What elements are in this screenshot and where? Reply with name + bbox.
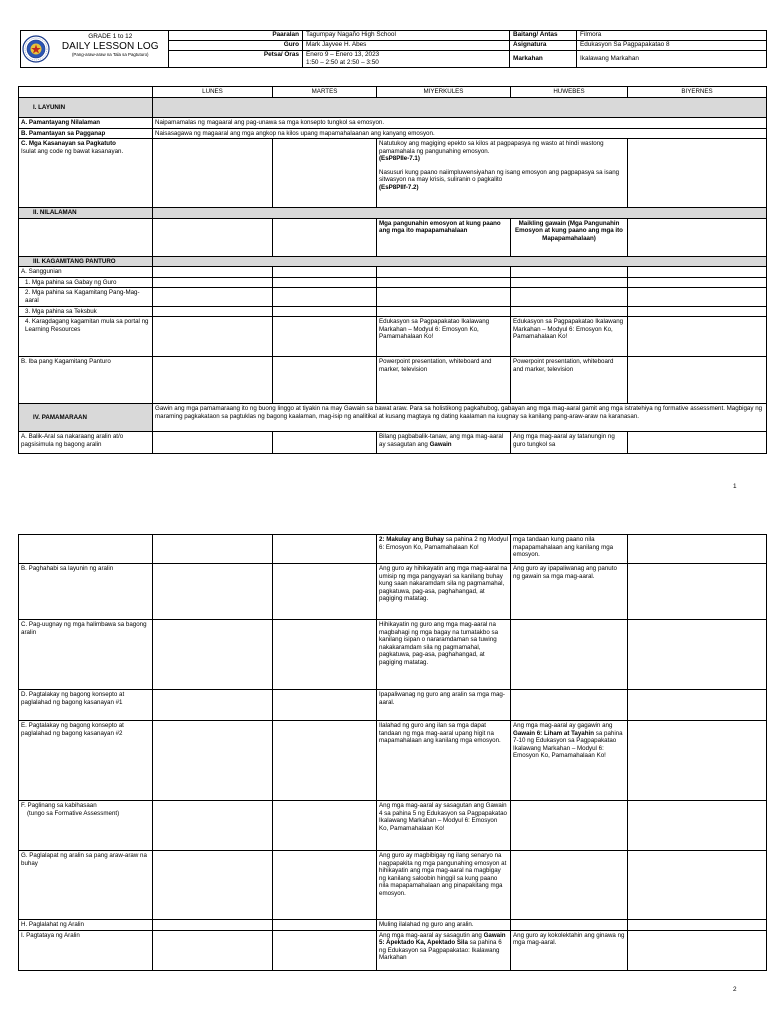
paglalapat-label: G. Paglalapat ng aralin sa pang araw-araw na buhay xyxy=(19,851,153,920)
paglinang-wed: Ang mga mag-aaral ay sasagutan ang Gawain 4 sa pahina 5 ng Edukasyon sa Pagpapakatao Ikalawang Markahan – Modyul 6: Emosyon Ko, Pamamahalaan Ko! xyxy=(377,801,511,851)
deped-seal-icon xyxy=(22,35,52,63)
pagtalakay-2-row xyxy=(19,721,767,801)
document-subtitle: (Pang-araw-araw na Tala sa Pagtuturo) xyxy=(71,51,149,57)
kasanayan-code-1: (EsP8PIIe-7.1) xyxy=(379,155,420,163)
day-wednesday: MIYERKULES xyxy=(377,87,511,98)
paglalahat-row xyxy=(19,920,767,931)
guro-value: Mark Jayvee H. Abes xyxy=(303,41,510,51)
baitang-label: Baitang/ Antas xyxy=(510,31,577,41)
petsa-value xyxy=(303,51,510,68)
kagamitan-section-row xyxy=(19,256,767,267)
pagtalakay-2-label: E. Pagtalakay ng bagong konsepto at paglalahad ng bagong kasanayan #2 xyxy=(19,721,153,801)
markahan-value: Ikalawang Markahan xyxy=(577,51,767,68)
baitang-value: Filmora xyxy=(577,31,767,41)
balik-aral-wed-cont: 2: Makulay ang Buhay sa pahina 2 ng Modyul 6: Emosyon Ko, Pamamahalaan Ko! xyxy=(377,535,511,564)
kasanayan-row xyxy=(19,139,767,208)
kasanayan-wed-text xyxy=(377,139,628,208)
day-header-row xyxy=(19,87,767,98)
karagdagang-kagamitan-wed: Edukasyon sa Pagpapakatao Ikalawang Markahan – Modyul 6: Emosyon Ko, Pamamahalaan Ko! xyxy=(377,317,511,357)
nilalaman-heading: II. NILALAMAN xyxy=(19,208,153,219)
paghahabi-wed: Ang guro ay hihikayatin ang mga mag-aaral na umisip ng mga pangyayari sa kanilang buhay kung saan nakaramdam sila ng pagmamahal, pagkatuwa, pag-asa, paghahangad, at pagiging matatag. xyxy=(377,564,511,620)
kasanayan-text-2: Nasusuri kung paano naiimpluwensiyahan ng isang emosyon ang pagpapasya sa isang sitwasyon na may krisis, suliranin o pagkalito xyxy=(379,168,620,184)
kasanayan-label: C. Mga Kasanayan sa Pagkatuto xyxy=(21,140,116,148)
kasanayan-text-1: Natutukoy ang magiging epekto sa kilos at pagpapasya ng wasto at hindi wastong pamamahala ng pangunahing emosyon. xyxy=(379,140,604,155)
pagtataya-label: I. Pagtataya ng Aralin xyxy=(19,930,153,970)
pamantayan-pagganap-row xyxy=(19,128,767,139)
nilalaman-thu: Maikling gawain (Mga Pangunahin Emosyon at kung paano ang mga ito Mapapamahalaan) xyxy=(511,218,628,256)
paglalahat-label: H. Paglalahat ng Aralin xyxy=(19,920,153,931)
day-thursday: HUWEBES xyxy=(511,87,628,98)
petsa-times: 1:50 – 2:50 at 2:50 – 3:50 xyxy=(306,58,379,66)
page-number-1: 1 xyxy=(733,483,737,490)
kagamitan-heading: III. KAGAMITANG PANTURO xyxy=(19,256,153,267)
pamantayan-pagganap-text: Naisasagawa ng magaaral ang mga angkop na kilos upang mapamahalaanan ang kanyang emosyon. xyxy=(153,128,767,139)
pamantayang-nilalaman-text: Naipamamalas ng magaaral ang pag-unawa sa mga konsepto tungkol sa emosyon. xyxy=(153,118,767,129)
paglalahat-wed: Muling ilalahad ng guro ang aralin. xyxy=(377,920,511,931)
balik-aral-thu-cont: mga tandaan kung paano nila mapapamahalaan ang kanilang mga emosyon. xyxy=(511,535,628,564)
header-table xyxy=(20,30,767,68)
lesson-table-page1 xyxy=(18,86,767,454)
day-tuesday: MARTES xyxy=(273,87,377,98)
layunin-heading: I. LAYUNIN xyxy=(19,98,153,118)
iba-pang-kagamitan-row xyxy=(19,357,767,404)
pamamaraan-heading: IV. PAMAMARAAN xyxy=(19,404,153,432)
blank-corner xyxy=(19,87,153,98)
paghahabi-thu: Ang guro ay ipapaliwanag ang panuto ng gawain sa mga mag-aaral. xyxy=(511,564,628,620)
sanggunian-label: A. Sanggunian xyxy=(19,267,153,278)
pamantayang-nilalaman-row xyxy=(19,118,767,129)
kagamitang-mag-aaral-row xyxy=(19,288,767,306)
nilalaman-section-row xyxy=(19,208,767,219)
paghahabi-row xyxy=(19,564,767,620)
nilalaman-wed: Mga pangunahin emosyon at kung paano ang mga ito mapapamahalaan xyxy=(377,218,511,256)
kasanayan-label-cell xyxy=(19,139,153,208)
document-title: DAILY LESSON LOG xyxy=(61,40,159,52)
paaralan-value: Tagumpay Nagaño High School xyxy=(303,31,510,41)
pagtataya-thu: Ang guro ay kokolektahin ang ginawa ng mga mag-aaral. xyxy=(511,930,628,970)
gabay-guro-row xyxy=(19,277,767,288)
lesson-table-page2 xyxy=(18,534,767,971)
kasanayan-sub: Isulat ang code ng bawat kasanayan. xyxy=(21,147,124,155)
iba-pang-kagamitan-thu: Powerpoint presentation, whiteboard and marker, television xyxy=(511,357,628,404)
paglinang-sub: (tungo sa Formative Assessment) xyxy=(27,809,120,817)
pagtalakay-1-label: D. Pagtalakay ng bagong konsepto at paglalahad ng bagong kasanayan #1 xyxy=(19,690,153,721)
asignatura-label: Asignatura xyxy=(510,41,577,51)
pamamaraan-section-row xyxy=(19,404,767,432)
nilalaman-row xyxy=(19,218,767,256)
balik-aral-row xyxy=(19,432,767,454)
paglalapat-row xyxy=(19,851,767,920)
balik-aral-label: A. Balik-Aral sa nakaraang aralin at/o pagsisimula ng bagong aralin xyxy=(19,432,153,454)
pagtataya-row xyxy=(19,930,767,970)
pag-uugnay-row xyxy=(19,620,767,690)
pagtalakay-2-thu: Ang mga mag-aaral ay gagawin ang Gawain 6: Liham at Tayahin sa pahina 7-10 ng Edukasyon sa Pagpapakatao Ikalawang Markahan – Modyul 6: Emosyon Ko, Pamamahalaan Ko! xyxy=(511,721,628,801)
layunin-section-row xyxy=(19,98,767,118)
school-seal xyxy=(21,31,53,68)
pamantayang-nilalaman-label: A. Pamantayang Nilalaman xyxy=(19,118,153,129)
gabay-guro-label: 1. Mga pahina sa Gabay ng Guro xyxy=(19,277,153,288)
teksbuk-row xyxy=(19,306,767,317)
petsa-label: Petsa/ Oras xyxy=(169,51,303,68)
iba-pang-kagamitan-label: B. Iba pang Kagamitang Panturo xyxy=(19,357,153,404)
karagdagang-kagamitan-label: 4. Karagdagang kagamitan mula sa portal ng Learning Resources xyxy=(19,317,153,357)
paglinang-label: F. Paglinang sa kabihasaan xyxy=(21,802,97,809)
day-monday: LUNES xyxy=(153,87,273,98)
iba-pang-kagamitan-wed: Powerpoint presentation, whiteboard and marker, television xyxy=(377,357,511,404)
karagdagang-kagamitan-thu: Edukasyon sa Pagpapakatao Ikalawang Markahan – Modyul 6: Emosyon Ko, Pamamahalaan Ko! xyxy=(511,317,628,357)
paaralan-label: Paaralan xyxy=(169,31,303,41)
pamantayan-pagganap-label: B. Pamantayan sa Pagganap xyxy=(19,128,153,139)
teksbuk-label: 3. Mga pahina sa Teksbuk xyxy=(19,306,153,317)
pagtalakay-1-wed: Ipapaliwanag ng guro ang aralin sa mga mag-aaral. xyxy=(377,690,511,721)
title-block xyxy=(53,31,169,68)
pag-uugnay-wed: Hihikayatin ng guro ang mga mag-aaral na magbahagi ng mga bagay na tumatakbo sa kanilang isipan o nararamdaman sa tuwing nakakaramdam sila ng pagmamahal, pagkatuwa, pag-asa, paghahangad, at pagiging matatag. xyxy=(377,620,511,690)
grade-range: GRADE 1 to 12 xyxy=(88,33,133,40)
pagtalakay-2-wed: Ilalahad ng guro ang ilan sa mga dapat tandaan ng mga mag-aaral upang higit na mapamahalaan ang kanilang mga emosyon. xyxy=(377,721,511,801)
asignatura-value: Edukasyon Sa Pagpapakatao 8 xyxy=(577,41,767,51)
day-friday: BIYERNES xyxy=(628,87,767,98)
pamamaraan-intro: Gawin ang mga pamamaraang ito ng buong linggo at tiyakin na may Gawain sa bawat araw. Para sa holistikong pagkahubog, gabayan ang mga mag-aaral gamit ang mga istratehiya ng formative assessment. Magbigay ng maraming pagkakataon sa pagtuklas ng bagong kaalaman, mag-isip ng analitikal at kusang magtaya ng dating kaalaman na iuugnay sa kanilang pang-araw-araw na karanasan. xyxy=(153,404,767,432)
balik-aral-wed: Bilang pagbabalik-tanaw, ang mga mag-aaral ay sasagutan ang Gawain xyxy=(377,432,511,454)
layunin-heading-fill xyxy=(153,98,767,118)
petsa-dates: Enero 9 – Enero 13, 2023 xyxy=(306,51,380,58)
guro-label: Guro xyxy=(169,41,303,51)
kasanayan-code-2: (EsP8PIIf-7.2) xyxy=(379,183,419,191)
markahan-label: Markahan xyxy=(510,51,577,68)
page-number-2: 2 xyxy=(733,986,737,993)
karagdagang-kagamitan-row xyxy=(19,317,767,357)
pagtataya-wed: Ang mga mag-aaral ay sasagutin ang Gawain 5: Apektado Ka, Apektado Sila sa pahina 6 ng Edukasyon sa Pagpapakatao: Ikalawang Markahan xyxy=(377,930,511,970)
paglalapat-wed: Ang guro ay magbibigay ng ilang senaryo na nagpapakita ng mga pangunahing emosyon at hihikayatin ang mga mag-aaral na magbigay ng kanilang saloobin hinggil sa kung paano nila mapapamahalaan ang pinapakitang mga emosyon. xyxy=(377,851,511,920)
balik-aral-thu: Ang mga mag-aaral ay tatanungin ng guro tungkol sa xyxy=(511,432,628,454)
pagtalakay-1-row xyxy=(19,690,767,721)
sanggunian-row xyxy=(19,267,767,278)
balik-aral-cont-row xyxy=(19,535,767,564)
paglinang-row xyxy=(19,801,767,851)
paglinang-label-cell xyxy=(19,801,153,851)
paghahabi-label: B. Paghahabi sa layunin ng aralin xyxy=(19,564,153,620)
pag-uugnay-label: C. Pag-uugnay ng mga halimbawa sa bagong aralin xyxy=(19,620,153,690)
kagamitang-mag-aaral-label: 2. Mga pahina sa Kagamitang Pang-Mag-aaral xyxy=(19,288,153,306)
